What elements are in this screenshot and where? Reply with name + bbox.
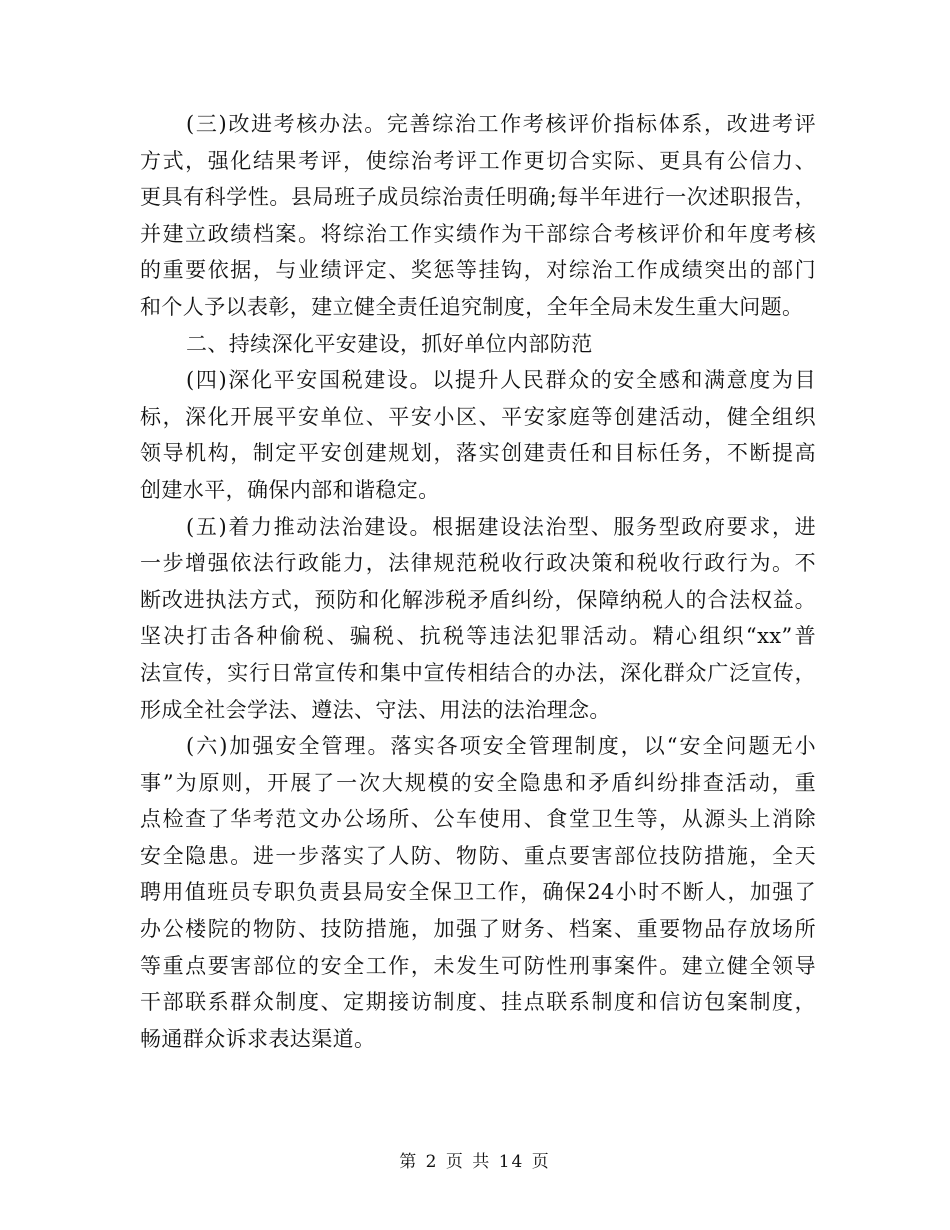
text-line: 安全隐患。进一步落实了人防、物防、重点要害部位技防措施，全天	[140, 843, 816, 868]
text-line: 创建水平，确保内部和谐稳定。	[140, 477, 440, 502]
text-line: 等重点要害部位的安全工作，未发生可防性刑事案件。建立健全领导	[140, 953, 816, 978]
text-line: 一步增强依法行政能力，法律规范税收行政决策和税收行政行为。不	[140, 551, 816, 576]
text-line: 法宣传，实行日常宣传和集中宣传相结合的办法，深化群众广泛宣传，	[140, 660, 816, 685]
text-line: 点检查了华考范文办公场所、公车使用、食堂卫生等，从源头上消除	[140, 807, 816, 832]
text-line: 干部联系群众制度、定期接访制度、挂点联系制度和信访包案制度，	[140, 990, 816, 1015]
text-line: (三)改进考核办法。完善综治工作考核评价指标体系，改进考评	[186, 112, 816, 136]
text-line: 并建立政绩档案。将综治工作实绩作为干部综合考核评价和年度考核	[140, 221, 816, 246]
text-line: (六)加强安全管理。落实各项安全管理制度，以“安全问题无小	[186, 734, 816, 759]
text-line: (五)着力推动法治建设。根据建设法治型、服务型政府要求，进	[186, 514, 816, 539]
text-line: 办公楼院的物防、技防措施，加强了财务、档案、重要物品存放场所	[140, 917, 816, 942]
text-line: 更具有科学性。县局班子成员综治责任明确;每半年进行一次述职报告，	[140, 185, 816, 210]
text-line: 畅通群众诉求表达渠道。	[140, 1026, 376, 1051]
text-line: 断改进执法方式，预防和化解涉税矛盾纠纷，保障纳税人的合法权益。	[140, 587, 816, 612]
text-line: 的重要依据，与业绩评定、奖惩等挂钩，对综治工作成绩突出的部门	[140, 258, 816, 283]
text-line: (四)深化平安国税建设。以提升人民群众的安全感和满意度为目	[186, 368, 816, 393]
page-footer: 第 2 页 共 14 页	[399, 1152, 551, 1172]
text-line: 事”为原则，开展了一次大规模的安全隐患和矛盾纠纷排查活动，重	[140, 770, 816, 795]
text-line: 坚决打击各种偷税、骗税、抗税等违法犯罪活动。精心组织“xx”普	[140, 624, 816, 649]
text-line: 标，深化开展平安单位、平安小区、平安家庭等创建活动，健全组织	[140, 404, 816, 429]
text-line: 聘用值班员专职负责县局安全保卫工作，确保24小时不断人，加强了	[140, 880, 816, 905]
text-line: 方式，强化结果考评，使综治考评工作更切合实际、更具有公信力、	[140, 148, 816, 173]
text-line: 领导机构，制定平安创建规划，落实创建责任和目标任务，不断提高	[140, 441, 816, 466]
body-text	[140, 106, 816, 1057]
text-line: 二、持续深化平安建设，抓好单位内部防范	[186, 331, 593, 356]
text-line: 和个人予以表彰，建立健全责任追究制度，全年全局未发生重大问题。	[140, 294, 804, 319]
text-line: 形成全社会学法、遵法、守法、用法的法治理念。	[140, 697, 611, 722]
